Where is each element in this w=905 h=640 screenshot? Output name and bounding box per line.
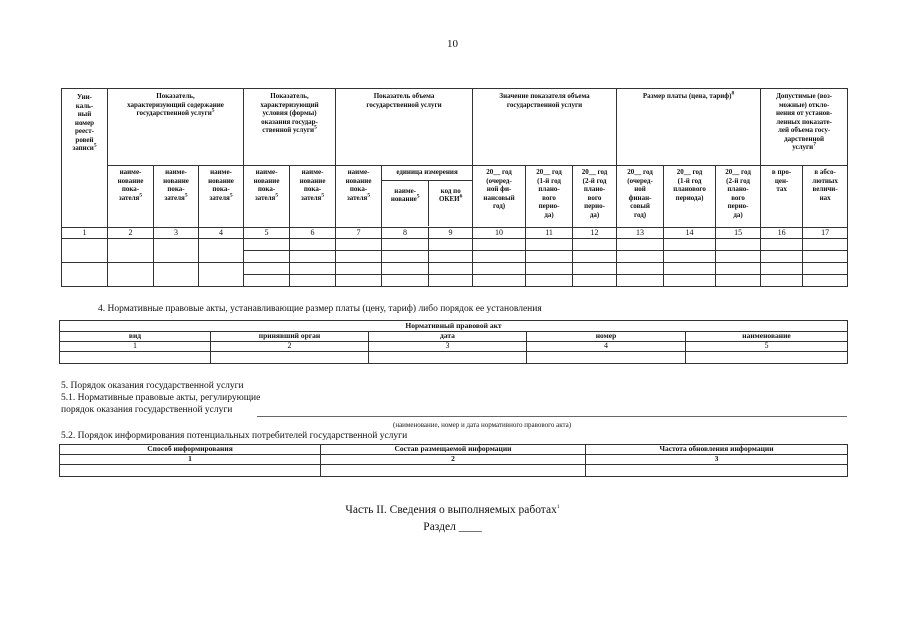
part2-title: Часть II. Сведения о выполняемых работах$^1$ [345, 504, 560, 516]
col-number: 15 [716, 228, 761, 239]
table-row [60, 352, 848, 364]
service-volume-table [61, 88, 848, 287]
col-number: 1 [60, 455, 321, 465]
unique-number-header: Уни- каль- ный номер реест- ровей записи$^5$ [62, 89, 108, 228]
section5-1-line1: 5.1. Нормативные правовые акты, регулирующие [61, 393, 261, 403]
col-number: 3 [586, 455, 848, 465]
col-header-kind: вид [60, 332, 211, 342]
normative-acts-table [59, 320, 848, 364]
informing-table [59, 444, 848, 477]
col-number: 8 [382, 228, 429, 239]
col-header-date: дата [369, 332, 527, 342]
col-number: 2 [211, 342, 369, 352]
col-number: 12 [573, 228, 617, 239]
unit-group-cell [382, 166, 473, 228]
normative-act-title: Нормативный правовой акт [60, 321, 848, 332]
volume-year-current: 20__ год (очеред- ной фи- нансовый год) [473, 166, 526, 228]
col-header-authority: принявший орган [211, 332, 369, 342]
deviation-absolute: в абсо- лютных величи- нах [803, 166, 848, 228]
col-number: 5 [244, 228, 290, 239]
col-header-number: номер [527, 332, 686, 342]
volume-value-header: Значение показателя объема государственной услуги [473, 89, 617, 166]
col-number: 13 [617, 228, 664, 239]
table-row [62, 239, 848, 251]
deviation-header: Допустимые (воз- можные) откло- нения от установ- ленных показате- лей объема госу- дарственной услуги$^7$ [761, 89, 848, 166]
content-indicator-name-3: наиме- нование пока- зателя$^5$ [199, 166, 244, 228]
col-number: 2 [321, 455, 586, 465]
conditions-indicator-header: Показатель, характеризующий условия (формы) оказания государ- ственной услуги$^5$ [244, 89, 336, 166]
col-number: 1 [62, 228, 108, 239]
col-number: 2 [108, 228, 154, 239]
table-row [62, 263, 848, 275]
col-header-method: Способ информирования [60, 445, 321, 455]
col-number: 10 [473, 228, 526, 239]
fee-year-current: 20__ год (очеред- ной финан- совый год) [617, 166, 664, 228]
col-number: 3 [369, 342, 527, 352]
col-number: 11 [526, 228, 573, 239]
col-number: 7 [336, 228, 382, 239]
fee-year-plan1: 20__ год (1-й год планового периода) [664, 166, 716, 228]
okei-header: код по ОКЕИ$^6$ [438, 186, 463, 203]
fill-line [257, 416, 847, 417]
col-number: 4 [527, 342, 686, 352]
col-number: 16 [761, 228, 803, 239]
unit-group-header: единица измерения [382, 166, 472, 180]
col-number: 4 [199, 228, 244, 239]
volume-year-plan1: 20__ год (1-й год плано- вого перио- да) [526, 166, 573, 228]
content-indicator-name-1: наиме- нование пока- зателя$^5$ [108, 166, 154, 228]
section-label: Раздел ____ [423, 521, 482, 533]
page-number: 10 [447, 38, 458, 50]
section5-heading: 5. Порядок оказания государственной услуги [61, 381, 244, 391]
conditions-indicator-name-2: наиме- нование пока- зателя$^5$ [290, 166, 336, 228]
content-indicator-name-2: наиме- нование пока- зателя$^5$ [154, 166, 199, 228]
fee-header: Размер платы (цена, тариф)$^8$ [617, 89, 761, 166]
content-indicator-header: Показатель, характеризующий содержание государственной услуги$^5$ [108, 89, 244, 166]
col-header-frequency: Частота обновления информации [586, 445, 848, 455]
conditions-indicator-name-1: наиме- нование пока- зателя$^5$ [244, 166, 290, 228]
section4-heading: 4. Нормативные правовые акты, устанавливающие размер платы (цену, тариф) либо порядок ее установления [98, 304, 542, 314]
col-number: 6 [290, 228, 336, 239]
col-number: 17 [803, 228, 848, 239]
col-number: 3 [154, 228, 199, 239]
volume-year-plan2: 20__ год (2-й год плано- вого перио- да) [573, 166, 617, 228]
table-row [60, 465, 848, 477]
fill-caption: (наименование, номер и дата нормативного правового акта) [393, 421, 572, 429]
col-number: 14 [664, 228, 716, 239]
column-numbers-row [62, 228, 848, 239]
section5-1-line2: порядок оказания государственной услуги [61, 405, 233, 415]
section5-2-heading: 5.2. Порядок информирования потенциальных потребителей государственной услуги [61, 431, 408, 441]
volume-indicator-header: Показатель объема государственной услуги [336, 89, 473, 166]
col-number: 5 [686, 342, 848, 352]
unit-name-header: наиме- нование$^5$ [382, 180, 429, 226]
col-number: 1 [60, 342, 211, 352]
fee-year-plan2: 20__ год (2-й год плано- вого перио- да) [716, 166, 761, 228]
col-number: 9 [429, 228, 473, 239]
col-header-name: наименование [686, 332, 848, 342]
col-header-content: Состав размещаемой информации [321, 445, 586, 455]
deviation-percent: в про- цен- тах [761, 166, 803, 228]
volume-indicator-name: наиме- нование пока- зателя$^5$ [336, 166, 382, 228]
